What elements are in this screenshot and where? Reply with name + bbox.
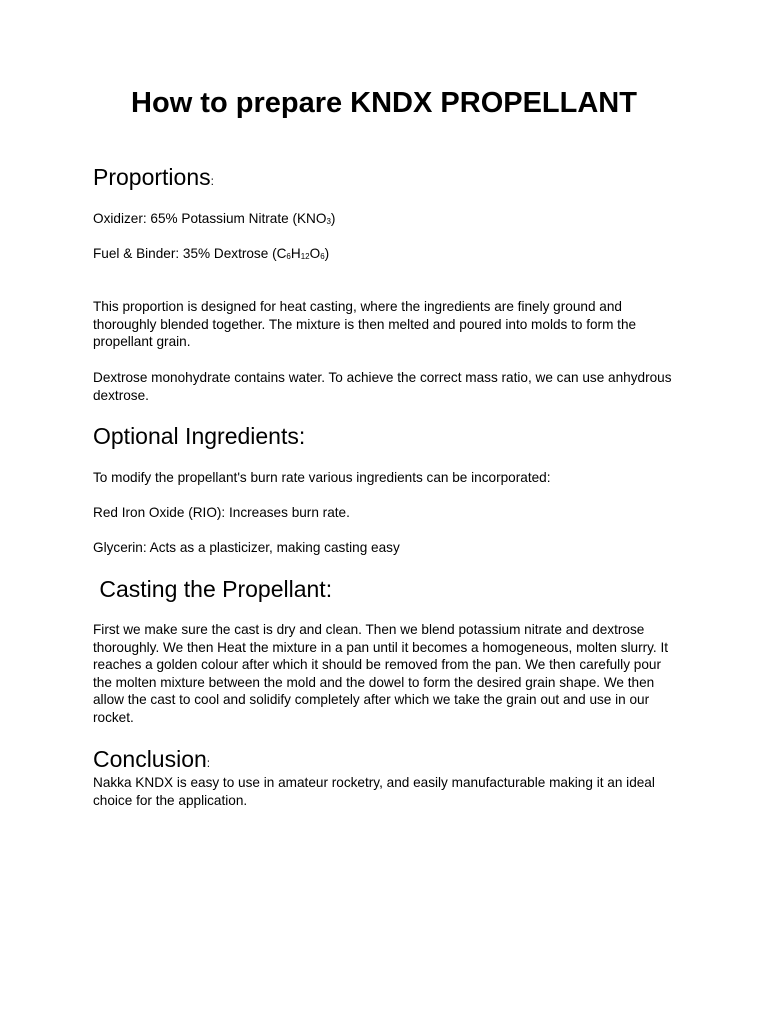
optional-ingredients-heading: Optional Ingredients: <box>93 423 306 449</box>
fuel-o: O <box>309 246 321 261</box>
oxidizer-close: ) <box>330 211 336 226</box>
glycerin-item: Glycerin: Acts as a plasticizer, making casting easy <box>93 540 400 555</box>
proportions-heading-text: Proportions <box>93 164 211 190</box>
conclusion-heading <box>93 745 210 777</box>
rio-item: Red Iron Oxide (RIO): Increases burn rate. <box>93 505 350 520</box>
proportions-heading-colon: : <box>210 174 214 188</box>
fuel-subscript-o: 6 <box>320 252 325 261</box>
fuel-line <box>93 245 329 263</box>
oxidizer-line <box>93 210 335 228</box>
heat-casting-paragraph: This proportion is designed for heat casting, where the ingredients are finely ground and thoroughly blended together. The mixture is then melted and poured into molds to form the propellant grain. <box>93 299 637 350</box>
proportions-heading <box>93 163 214 195</box>
conclusion-heading-colon: : <box>206 756 211 770</box>
document-title: How to prepare KNDX PROPELLANT <box>131 87 637 119</box>
oxidizer-text: Oxidizer: 65% Potassium Nitrate (KNO <box>93 211 327 226</box>
optional-intro: To modify the propellant's burn rate various ingredients can be incorporated: <box>93 470 551 485</box>
dextrose-paragraph: Dextrose monohydrate contains water. To achieve the correct mass ratio, we can use anhydrous dextrose. <box>93 370 672 403</box>
oxidizer-subscript: 3 <box>326 217 331 226</box>
fuel-h: H <box>290 246 301 261</box>
conclusion-paragraph: Nakka KNDX is easy to use in amateur rocketry, and easily manufacturable making it an ideal choice for the application. <box>93 775 655 808</box>
fuel-close: ) <box>324 246 330 261</box>
fuel-subscript-c: 6 <box>286 252 291 261</box>
fuel-subscript-h: 12 <box>300 252 310 261</box>
conclusion-heading-text: Conclusion <box>93 746 207 772</box>
casting-paragraph: First we make sure the cast is dry and clean. Then we blend potassium nitrate and dextrose thoroughly. We then Heat the mixture in a pan until it becomes a homogeneous, molten slurry. It reaches a golden colour after which it should be removed from the pan. We then carefully pour the molten mixture between the mold and the dowel to form the desired grain shape. We then allow the cast to cool and solidify completely after which we take the grain out and use in our rocket. <box>93 622 669 725</box>
fuel-text: Fuel & Binder: 35% Dextrose (C <box>93 246 287 261</box>
casting-heading: Casting the Propellant: <box>93 576 333 602</box>
